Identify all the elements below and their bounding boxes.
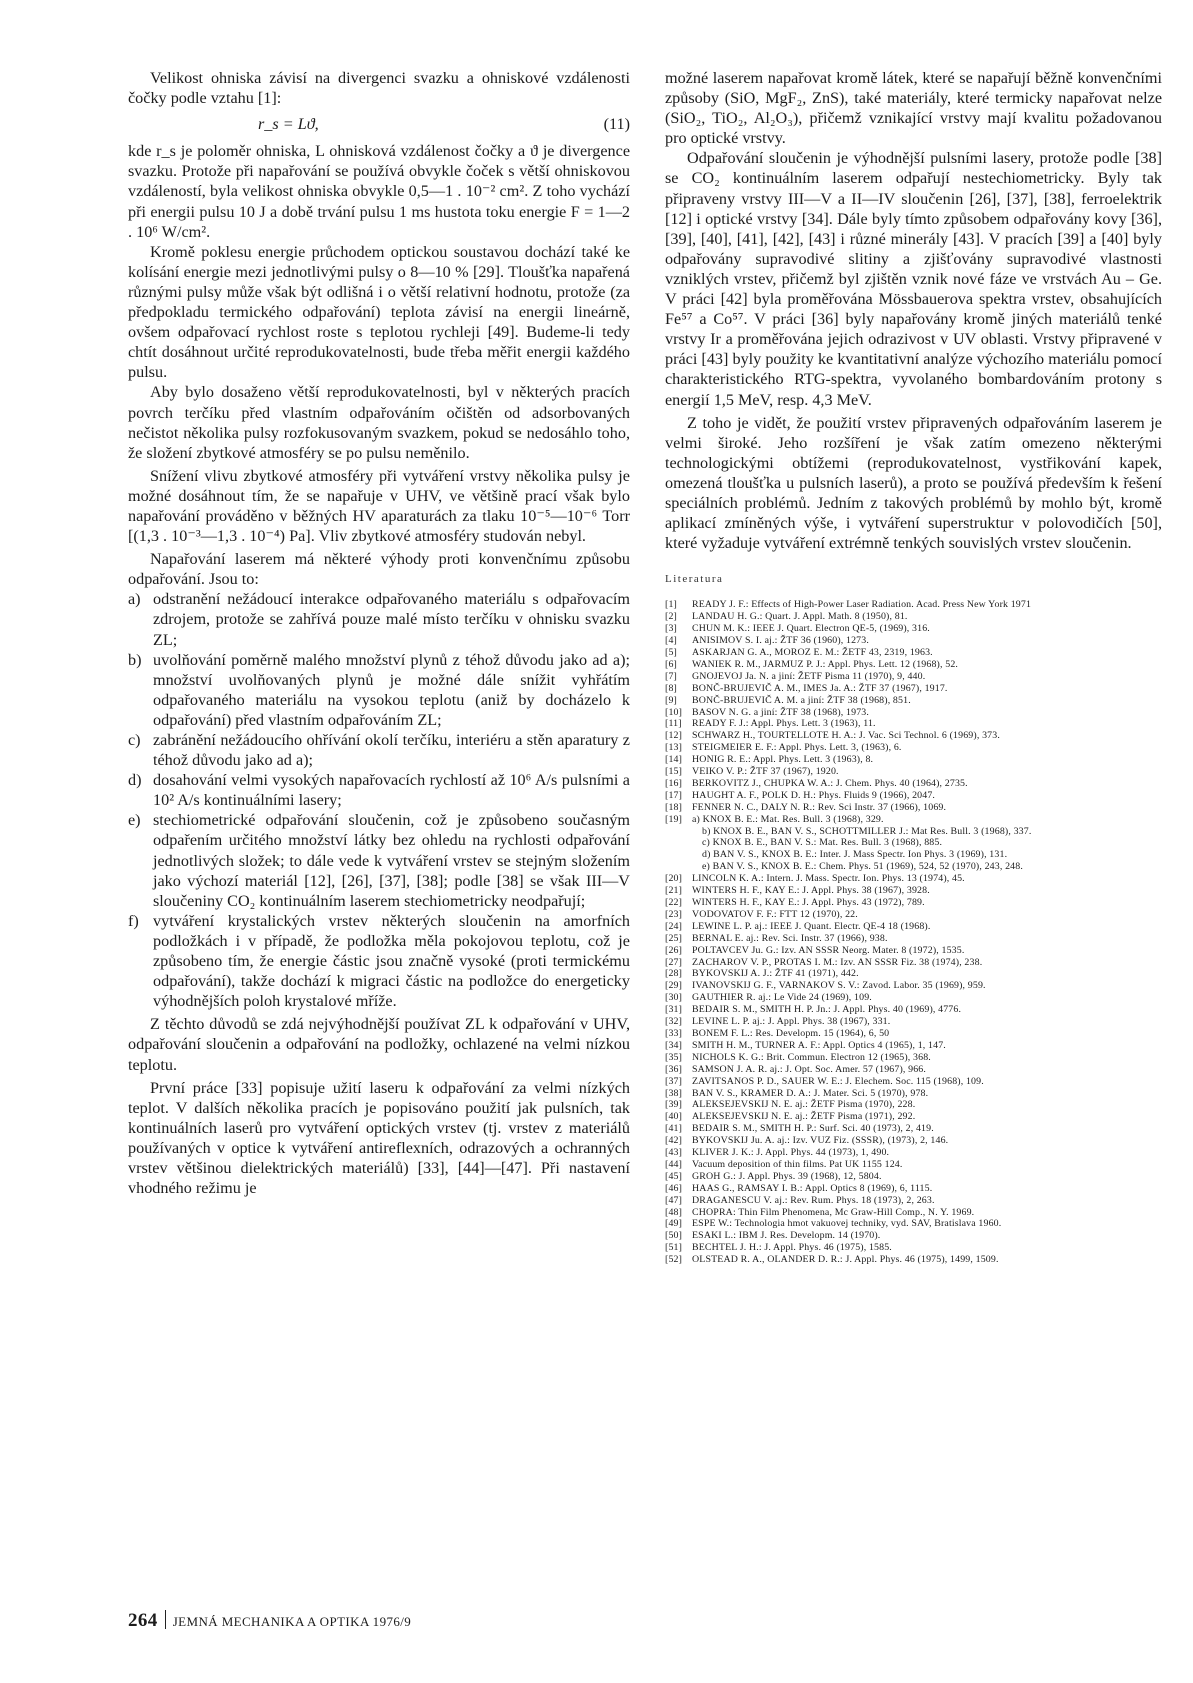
reference-item xyxy=(665,957,1162,969)
reference-number: [19] xyxy=(665,813,683,825)
reference-text: BONČ-BRUJEVIČ A. M. a jiní: ŽTF 38 (1968), 851. xyxy=(692,694,911,706)
reference-text: FENNER N. C., DALY N. R.: Rev. Sci Instr. 37 (1966), 1069. xyxy=(692,801,947,813)
reference-number: [30] xyxy=(665,992,683,1004)
right-column xyxy=(665,68,1162,1266)
list-text: odstranění nežádoucí interakce odpařovaného materiálu s odpařovacím zdrojem, protože se zahřívá pouze malé místo terčíku v ohnisku svazku ZL; xyxy=(153,590,630,649)
reference-item xyxy=(665,1123,1162,1135)
reference-text: HAAS G., RAMSAY I. B.: Appl. Optics 8 (1969), 6, 1115. xyxy=(692,1182,933,1194)
reference-number: [17] xyxy=(665,789,683,801)
paragraph: Velikost ohniska závisí na divergenci svazku a ohniskové vzdálenosti čočky podle vztahu [1]: xyxy=(128,69,630,108)
reference-item xyxy=(665,921,1162,933)
reference-number: [26] xyxy=(665,944,683,956)
reference-item xyxy=(665,837,1162,849)
reference-number: [50] xyxy=(665,1230,683,1242)
list-item xyxy=(128,650,630,730)
reference-item xyxy=(665,1183,1162,1195)
reference-text: READY J. F.: Effects of High-Power Laser Radiation. Acad. Press New York 1971 xyxy=(692,599,1032,611)
reference-item xyxy=(665,861,1162,873)
list-item xyxy=(128,589,630,649)
reference-number: [35] xyxy=(665,1051,683,1063)
reference-item xyxy=(665,695,1162,707)
reference-text: NICHOLS K. G.: Brit. Commun. Electron 12 (1965), 368. xyxy=(692,1051,931,1063)
reference-text: BONČ-BRUJEVIČ A. M., IMES Ja. A.: ŽTF 37 (1967), 1917. xyxy=(692,682,948,694)
reference-number: [10] xyxy=(665,706,683,718)
reference-text: ASKARJAN G. A., MOROZ E. M.: ŽETF 43, 2319, 1963. xyxy=(692,646,933,658)
reference-number: [24] xyxy=(665,920,683,932)
paragraph: Z toho je vidět, že použití vrstev připravených odpařováním laserem je velmi široké. Jeho rozšíření je však zatím omezeno některými technologickými obtížemi (reprodukovatelnost, vystřikování kapek, omezená tloušťka u pulsních laserů), a proto se používá především k řešení speciálních problémů. Jedním z takových problémů by mohlo být, kromě aplikací zmíněných výše, i vytváření superstruktur v polovodičích [50], které vyžaduje vytváření extrémně tenkých souvislých vrstev sloučenin. xyxy=(665,413,1162,553)
reference-number: [48] xyxy=(665,1206,683,1218)
reference-item xyxy=(665,849,1162,861)
paragraph: Z těchto důvodů se zdá nejvýhodnější používat ZL k odpařování v UHV, odpařování sloučenin a odpařování na podložky, ochlazené na velmi nízkou teplotu. xyxy=(128,1015,630,1074)
reference-number: [44] xyxy=(665,1158,683,1170)
reference-item xyxy=(665,1254,1162,1266)
reference-number: [32] xyxy=(665,1016,683,1028)
reference-item xyxy=(665,599,1162,611)
reference-item xyxy=(665,1076,1162,1088)
reference-number: [51] xyxy=(665,1242,683,1254)
reference-text: HAUGHT A. F., POLK D. H.: Phys. Fluids 9 (1966), 2047. xyxy=(692,789,936,801)
reference-item xyxy=(665,1230,1162,1242)
reference-item xyxy=(665,1195,1162,1207)
reference-text: CHUN M. K.: IEEE J. Quart. Electron QE-5, (1969), 316. xyxy=(692,623,930,635)
reference-item xyxy=(665,647,1162,659)
reference-item xyxy=(665,1099,1162,1111)
reference-item xyxy=(665,742,1162,754)
reference-item xyxy=(665,945,1162,957)
reference-text: HONIG R. E.: Appl. Phys. Lett. 3 (1963), 8. xyxy=(692,754,874,766)
reference-number: [11] xyxy=(665,718,682,730)
list-label: e) xyxy=(128,811,141,830)
paragraph: Napařování laserem má některé výhody proti konvenčnímu způsobu odpařování. Jsou to: xyxy=(128,550,630,589)
reference-number: [28] xyxy=(665,968,683,980)
paragraph: Snížení vlivu zbytkové atmosféry při vytváření vrstvy několika pulsy je možné dosáhnout tím, že se napařuje v UHV, ve většině prací však bylo napařování prováděno v běžných HV aparaturách za tlaku 10⁻⁵—10⁻⁶ Torr [(1,3 . 10⁻³—1,3 . 10⁻⁴) Pa]. Vliv zbytkové atmosféry studován nebyl. xyxy=(128,466,630,546)
reference-number: [29] xyxy=(665,980,683,992)
reference-number: [41] xyxy=(665,1123,683,1135)
reference-item xyxy=(665,814,1162,826)
reference-item xyxy=(665,718,1162,730)
reference-item xyxy=(665,1064,1162,1076)
reference-number: [5] xyxy=(665,646,677,658)
reference-number: [13] xyxy=(665,742,683,754)
reference-text: LANDAU H. G.: Quart. J. Appl. Math. 8 (1950), 81. xyxy=(692,611,908,623)
journal-name: JEMNÁ MECHANIKA A OPTIKA 1976/9 xyxy=(172,1614,412,1629)
reference-text: e) BAN V. S., KNOX B. E.: Chem. Phys. 51 (1969), 524, 52 (1970), 243, 248. xyxy=(702,861,1023,873)
reference-text: d) BAN V. S., KNOX B. E.: Inter. J. Mass Spectr. Ion Phys. 3 (1969), 131. xyxy=(702,849,1008,861)
reference-item xyxy=(665,1147,1162,1159)
reference-number: [52] xyxy=(665,1254,683,1266)
reference-number: [47] xyxy=(665,1194,683,1206)
reference-text: DRAGANESCU V. aj.: Rev. Rum. Phys. 18 (1973), 2, 263. xyxy=(692,1194,935,1206)
reference-number: [33] xyxy=(665,1027,683,1039)
list-item xyxy=(128,810,630,910)
reference-number: [38] xyxy=(665,1087,683,1099)
reference-item xyxy=(665,826,1162,838)
list-item xyxy=(128,730,630,770)
reference-item xyxy=(665,778,1162,790)
reference-item xyxy=(665,754,1162,766)
list-label: f) xyxy=(128,911,139,930)
reference-text: READY F. J.: Appl. Phys. Lett. 3 (1963), 11. xyxy=(692,718,876,730)
page-footer xyxy=(128,1610,411,1632)
paragraph: Odpařování sloučenin je výhodnější pulsními lasery, protože podle [38] se CO₂ kontinuálním laserem odpařují nestechiometricky. Byly tak připraveny vrstvy III—V a II—IV sloučenin [26], [37], [38], ferroelektrik [12] i optické vrstvy [34]. Dále byly tímto způsobem odpařovány kovy [36], [39], [40], [41], [42], [43] i různé minerály [43]. V pracích [39] a [40] byly odpařovány supravodivé slitiny a zjišťovány supravodivé vlastnosti vzniklých vrstev, přičemž byl zjištěn vznik nové fáze ve vrstvách Au – Ge. V práci [42] byla proměřována Mössbauerova spektra vrstev, obsahujících Fe⁵⁷ a Co⁵⁷. V práci [36] byly napařovány kromě jiných materiálů tenké vrstvy Ir a proměřována jejich odrazivost v UV oblasti. Vrstvy připravené v práci [43] byly použity ke kvantitativní analýze výchozího materiálu pomocí charakteristického RTG-spektra, vyvolaného bombardováním protony s energií 1,5 MeV, resp. 4,3 MeV. xyxy=(665,149,1162,409)
reference-text: LEVINE L. P. aj.: J. Appl. Phys. 38 (1967), 331. xyxy=(692,1016,891,1028)
reference-item xyxy=(665,1088,1162,1100)
reference-number: [18] xyxy=(665,801,683,813)
reference-number: [42] xyxy=(665,1135,683,1147)
reference-text: VODOVATOV F. F.: FTT 12 (1970), 22. xyxy=(692,908,858,920)
list-text: vytváření krystalických vrstev některých sloučenin na amorfních podložkách i v případě, že podložka měla pokojovou teplotu, což je způsobeno tím, že energie částic jsou značně vysoké (proti termickému odpařování), takže dochází k migraci částic na podložce do energeticky výhodnějších poloh krystalové mříže. xyxy=(153,911,630,1011)
reference-item xyxy=(665,1111,1162,1123)
reference-number: [39] xyxy=(665,1099,683,1111)
paragraph: Kromě poklesu energie průchodem optickou soustavou dochází také ke kolísání energie mezi jednotlivými pulsy o 8—10 % [29]. Tloušťka napařená různými pulsy může však být odlišná i o větší relativní hodnotu, protože (za předpokladu termického odpařování) teplota závisí na energii lineárně, ovšem odpařovací rychlost roste s teplotou rychleji [49]. Budeme-li tedy chtít dosáhnout určité reprodukovatelnosti, bude třeba měřit energii každého pulsu. xyxy=(128,242,630,382)
reference-text: GNOJEVOJ Ja. N. a jiní: ŽETF Pisma 11 (1970), 9, 440. xyxy=(692,670,926,682)
reference-text: LINCOLN K. A.: Intern. J. Mass. Spectr. Ion. Phys. 13 (1974), 45. xyxy=(692,873,965,885)
reference-number: [22] xyxy=(665,897,683,908)
reference-text: LEWINE L. P. aj.: IEEE J. Quant. Electr. QE-4 18 (1968). xyxy=(692,920,931,932)
list-text: uvolňování poměrně malého množství plynů z téhož důvodu jako ad a); množství uvolňovaných plynů je možné dále snížit vyhřátím odpařovaného materiálu na vysokou teplotu (aniž by docházelo k odpařování) před vlastním odpařováním ZL; xyxy=(153,650,630,729)
reference-text: BERNAL E. aj.: Rev. Sci. Instr. 37 (1966), 938. xyxy=(692,932,888,944)
reference-item xyxy=(665,1218,1162,1230)
reference-item xyxy=(665,790,1162,802)
reference-text: SCHWARZ H., TOURTELLOTE H. A.: J. Vac. Sci Technol. 6 (1969), 373. xyxy=(692,730,1000,742)
reference-item xyxy=(665,1052,1162,1064)
reference-item xyxy=(665,683,1162,695)
reference-text: WINTERS H. F., KAY E.: J. Appl. Phys. 38 (1967), 3928. xyxy=(692,885,930,897)
reference-text: ZAVITSANOS P. D., SAUER W. E.: J. Elechem. Soc. 115 (1968), 109. xyxy=(692,1075,984,1087)
equation-formula: r_s = Lϑ, xyxy=(258,115,319,134)
reference-item xyxy=(665,1028,1162,1040)
reference-item xyxy=(665,1040,1162,1052)
reference-item xyxy=(665,909,1162,921)
reference-item xyxy=(665,1016,1162,1028)
reference-number: [49] xyxy=(665,1218,683,1230)
equation xyxy=(128,114,630,134)
reference-text: BYKOVSKIJ Ju. A. aj.: Izv. VUZ Fiz. (SSSR), (1973), 2, 146. xyxy=(692,1135,949,1147)
reference-text: ZACHAROV V. P., PROTAS I. M.: Izv. AN SSSR Fiz. 38 (1974), 238. xyxy=(692,956,983,968)
reference-text: ESAKI L.: IBM J. Res. Developm. 14 (1970). xyxy=(692,1230,881,1242)
reference-item xyxy=(665,730,1162,742)
reference-text: BASOV N. G. a jiní: ŽTF 38 (1968), 1973. xyxy=(692,706,869,718)
reference-text: WANIEK R. M., JARMUZ P. J.: Appl. Phys. Lett. 12 (1968), 52. xyxy=(692,658,959,670)
reference-number: [25] xyxy=(665,932,683,944)
left-column xyxy=(128,68,630,1198)
reference-item xyxy=(665,933,1162,945)
reference-item xyxy=(665,1135,1162,1147)
list-label: b) xyxy=(128,650,142,669)
reference-item xyxy=(665,671,1162,683)
list-label: c) xyxy=(128,731,141,749)
reference-text: POLTAVCEV Ju. G.: Izv. AN SSSR Neorg. Mater. 8 (1972), 1535. xyxy=(692,944,965,956)
reference-number: [20] xyxy=(665,873,683,885)
reference-text: ANISIMOV S. I. aj.: ŽTF 36 (1960), 1273. xyxy=(692,635,869,647)
equation-number: (11) xyxy=(603,115,630,134)
reference-number: [40] xyxy=(665,1111,683,1123)
reference-text: OLSTEAD R. A., OLANDER D. R.: J. Appl. Phys. 46 (1975), 1499, 1509. xyxy=(692,1254,999,1266)
list-label: d) xyxy=(128,771,142,790)
reference-text: a) KNOX B. E.: Mat. Res. Bull. 3 (1968), 329. xyxy=(692,813,884,825)
paragraph: možné laserem napařovat kromě látek, které se napařují běžně konvenčními způsoby (SiO, MgF₂, ZnS), také materiály, které termicky napařovat nelze (SiO₂, TiO₂, Al₂O₃), přičemž vznikající vrstvy mají kvalitu požadovanou pro optické vrstvy. xyxy=(665,69,1162,148)
reference-text: BEDAIR S. M., SMITH H. P. Jn.: J. Appl. Phys. 40 (1969), 4776. xyxy=(692,1004,962,1016)
reference-text: BERKOVITZ J., CHUPKA W. A.: J. Chem. Phys. 40 (1964), 2735. xyxy=(692,777,968,789)
footer-divider xyxy=(165,1610,166,1629)
reference-number: [45] xyxy=(665,1170,683,1182)
reference-number: [23] xyxy=(665,908,683,920)
list-text: stechiometrické odpařování sloučenin, což je způsobeno současným odpařením určitého množství látky bez ohledu na rychlosti odpařování jednotlivých složek; to dále vede k vytváření vrstev se stejným složením jako výchozí materiál [12], [26], [37], [38]; podle [38] se však III—V sloučeniny CO₂ kontinuálním laserem stechiometricky neodpařují; xyxy=(153,811,630,910)
reference-item xyxy=(665,1159,1162,1171)
reference-number: [2] xyxy=(665,611,677,623)
reference-text: Vacuum deposition of thin films. Pat UK 1155 124. xyxy=(692,1158,903,1170)
reference-number: [46] xyxy=(665,1182,683,1194)
reference-number: [36] xyxy=(665,1063,683,1075)
reference-text: SMITH H. M., TURNER A. F.: Appl. Optics 4 (1965), 1, 147. xyxy=(692,1039,946,1051)
page-number: 264 xyxy=(128,1610,158,1631)
reference-number: [15] xyxy=(665,766,683,778)
reference-text: SAMSON J. A. R. aj.: J. Opt. Soc. Amer. 57 (1967), 966. xyxy=(692,1063,927,1075)
reference-item xyxy=(665,1207,1162,1219)
reference-item xyxy=(665,885,1162,897)
reference-text: BYKOVSKIJ A. J.: ŽTF 41 (1971), 442. xyxy=(692,968,859,980)
list-label: a) xyxy=(128,590,141,609)
reference-number: [37] xyxy=(665,1075,683,1087)
reference-text: GAUTHIER R. aj.: Le Vide 24 (1969), 109. xyxy=(692,992,872,1004)
reference-number: [14] xyxy=(665,754,683,766)
reference-text: KLIVER J. K.: J. Appl. Phys. 44 (1973), 1, 490. xyxy=(692,1147,890,1159)
references-list xyxy=(665,599,1162,1266)
references-heading: Literatura xyxy=(665,573,724,586)
reference-text: ESPE W.: Technologia hmot vakuovej techniky, vyd. SAV, Bratislava 1960. xyxy=(692,1218,1002,1230)
reference-number: [16] xyxy=(665,777,683,789)
list-item xyxy=(128,770,630,810)
reference-item xyxy=(665,707,1162,719)
reference-text: b) KNOX B. E., BAN V. S., SCHOTTMILLER J.: Mat Res. Bull. 3 (1968), 337. xyxy=(702,825,1032,837)
paragraph: kde r_s je poloměr ohniska, L ohnisková vzdálenost čočky a ϑ je divergence svazku. Protože při napařování se používá obvykle čoček s větší ohniskovou vzdáleností, byla velikost ohniska obvykle 0,5—1 . 10⁻² cm². Z toho vychází při energii pulsu 10 J a době trvání pulsu 1 ms hustota toku energie F = 1—2 . 10⁶ W/cm². xyxy=(128,142,630,241)
reference-item xyxy=(665,659,1162,671)
list-item xyxy=(128,911,630,1011)
reference-text: c) KNOX B. E., BAN V. S.: Mat. Res. Bull. 3 (1968), 885. xyxy=(702,837,943,849)
reference-number: [4] xyxy=(665,635,677,647)
list-text: zabránění nežádoucího ohřívání okolí terčíku, interiéru a stěn aparatury z téhož důvodu jako ad a); xyxy=(153,731,630,770)
reference-text: ALEKSEJEVSKIJ N. E. aj.: ŽETF Pisma (1971), 292. xyxy=(692,1111,916,1123)
reference-number: [9] xyxy=(665,694,677,706)
reference-item xyxy=(665,635,1162,647)
reference-text: ALEKSEJEVSKIJ N. E. aj.: ŽETF Pisma (1970), 228. xyxy=(692,1099,916,1111)
reference-item xyxy=(665,802,1162,814)
reference-text: IVANOVSKIJ G. F., VARNAKOV S. V.: Zavod. Labor. 35 (1969), 959. xyxy=(692,980,986,992)
reference-item xyxy=(665,980,1162,992)
reference-text: VEIKO V. P.: ŽTF 37 (1967), 1920. xyxy=(692,766,839,778)
reference-text: STEIGMEIER E. F.: Appl. Phys. Lett. 3, (1963), 6. xyxy=(692,742,902,754)
reference-item xyxy=(665,1171,1162,1183)
reference-item xyxy=(665,1004,1162,1016)
reference-text: GROH G.: J. Appl. Phys. 39 (1968), 12, 5804. xyxy=(692,1170,882,1182)
reference-text: CHOPRA: Thin Film Phenomena, Mc Graw-Hill Comp., N. Y. 1969. xyxy=(692,1206,975,1218)
paragraph: Aby bylo dosaženo větší reprodukovatelnosti, byl v některých pracích povrch terčíku před vlastním odpařováním očištěn od adsorbovaných nečistot několika pulsy rozfokusovaným svazkem, pokud se nedosáhlo toho, že složení zbytkové atmosféry se po pulsu neměnilo. xyxy=(128,383,630,462)
reference-number: [1] xyxy=(665,599,677,611)
reference-number: [27] xyxy=(665,956,683,968)
reference-number: [7] xyxy=(665,670,677,682)
reference-text: WINTERS H. F., KAY E.: J. Appl. Phys. 43 (1972), 789. xyxy=(692,897,925,908)
reference-item xyxy=(665,623,1162,635)
reference-number: [21] xyxy=(665,885,683,897)
reference-item xyxy=(665,897,1162,909)
reference-item xyxy=(665,766,1162,778)
reference-number: [43] xyxy=(665,1147,683,1159)
list-text: dosahování velmi vysokých napařovacích rychlostí až 10⁶ A/s pulsními a 10² A/s kontinuálními lasery; xyxy=(153,771,630,810)
reference-text: BEDAIR S. M., SMITH H. P.: Surf. Sci. 40 (1973), 2, 419. xyxy=(692,1123,934,1135)
reference-number: [34] xyxy=(665,1039,683,1051)
reference-text: BONEM F. L.: Res. Developm. 15 (1964), 6, 50 xyxy=(692,1027,890,1039)
reference-number: [8] xyxy=(665,682,677,694)
reference-text: BECHTEL J. H.: J. Appl. Phys. 46 (1975), 1585. xyxy=(692,1242,892,1254)
reference-item xyxy=(665,611,1162,623)
reference-item xyxy=(665,873,1162,885)
advantages-list xyxy=(128,589,630,1011)
paragraph: První práce [33] popisuje užití laseru k odpařování za velmi nízkých teplot. V dalších několika pracích je popisováno použití jak pulsních, tak kontinuálních laserů pro vytváření optických vrstev (tj. vrstev z materiálů používaných v optice k vytváření antireflexních, odrazových a ochranných vrstev většinou dielektrických materiálů) [33], [44]—[47]. Při nastavení vhodného režimu je xyxy=(128,1078,630,1198)
reference-number: [6] xyxy=(665,658,677,670)
reference-number: [31] xyxy=(665,1004,683,1016)
reference-item xyxy=(665,968,1162,980)
reference-text: BAN V. S., KRAMER D. A.: J. Mater. Sci. 5 (1970), 978. xyxy=(692,1087,929,1099)
reference-number: [12] xyxy=(665,730,683,742)
reference-item xyxy=(665,992,1162,1004)
reference-item xyxy=(665,1242,1162,1254)
reference-number: [3] xyxy=(665,623,677,635)
